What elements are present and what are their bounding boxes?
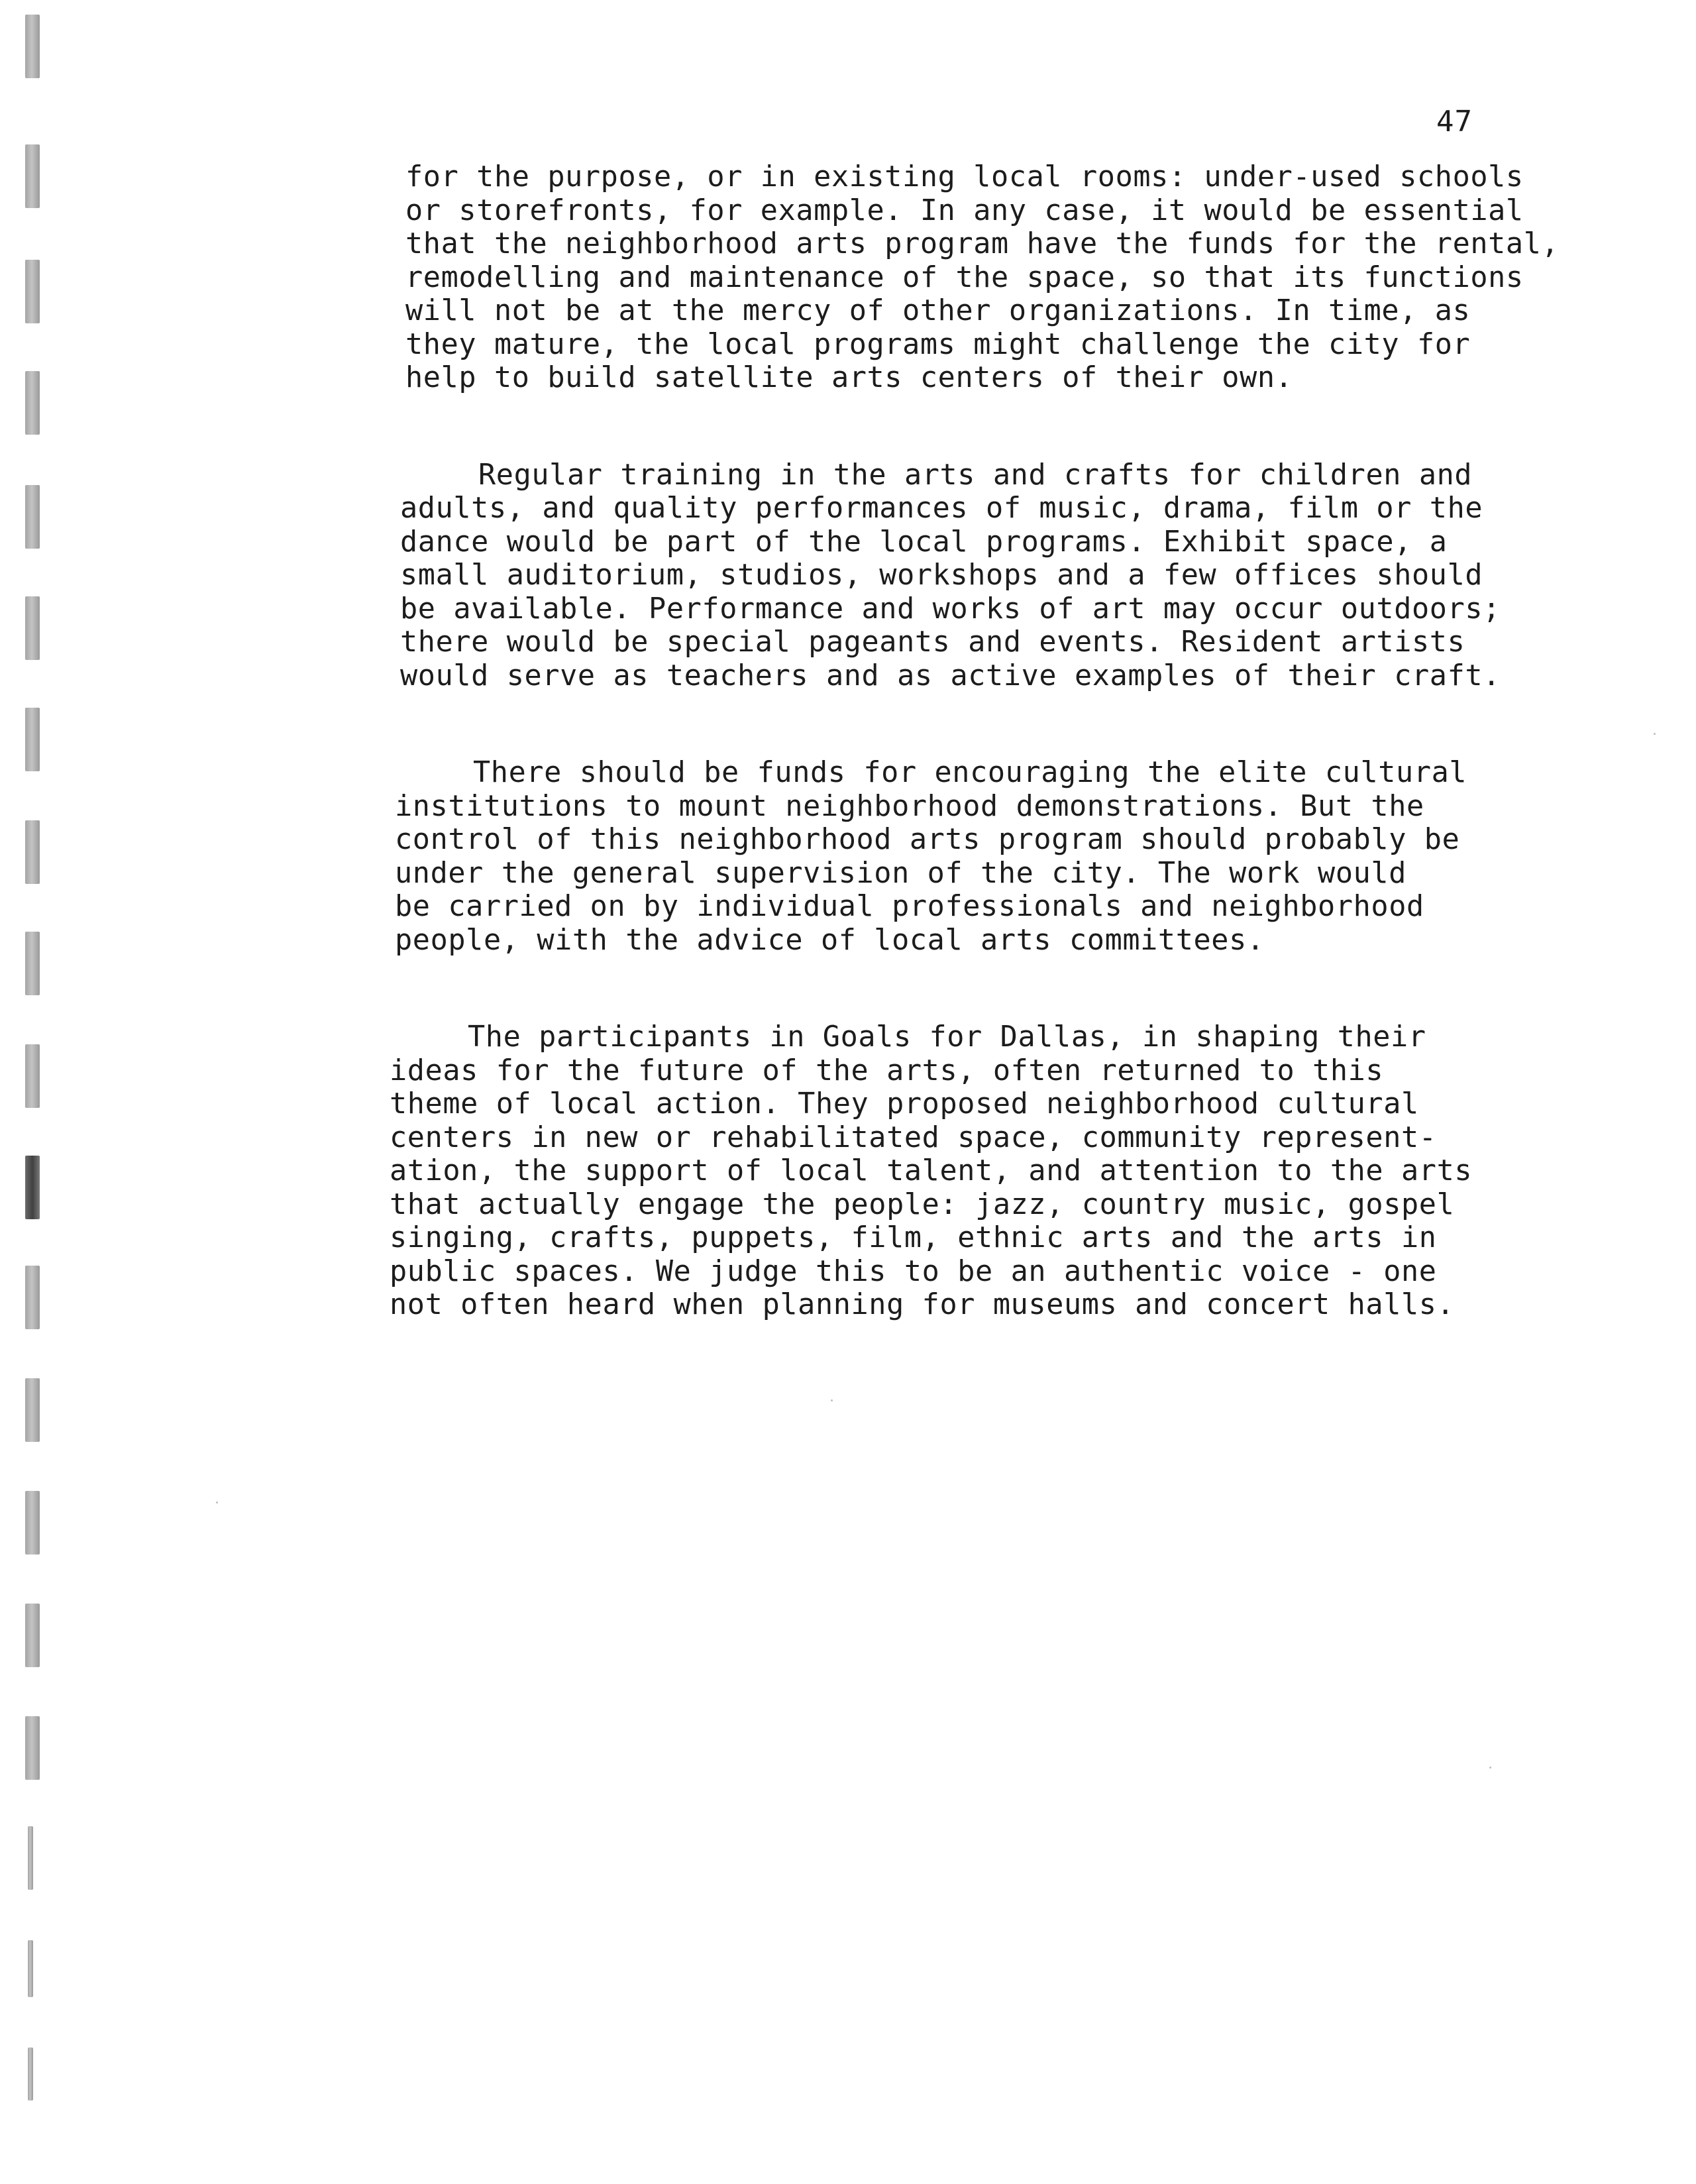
text-line: ation, the support of local talent, and attention to the arts (390, 1154, 1473, 1187)
text-line: adults, and quality performances of music, drama, film or the (400, 492, 1483, 525)
text-line: that actually engage the people: jazz, country music, gospel (390, 1187, 1455, 1221)
paragraph (405, 160, 1560, 395)
binding-hole (25, 1378, 40, 1442)
page-number: 47 (1436, 105, 1473, 138)
text-line: be carried on by individual professionals and neighborhood (395, 890, 1424, 923)
text-line: ideas for the future of the arts, often returned to this (390, 1054, 1384, 1087)
text-line: remodelling and maintenance of the space, so that its functions (405, 260, 1524, 294)
text-line: under the general supervision of the city. The work would (395, 856, 1406, 890)
text-line: be available. Performance and works of art may occur outdoors; (400, 592, 1501, 626)
binding-hole (25, 1156, 40, 1219)
paragraph (395, 756, 1545, 957)
text-line: or storefronts, for example. In any case, it would be essential (405, 193, 1524, 227)
binding-hole (25, 1044, 40, 1108)
text-line: There should be funds for encouraging the elite cultural (473, 756, 1467, 789)
text-line: there would be special pageants and events. Resident artists (400, 626, 1465, 659)
text-line: will not be at the mercy of other organizations. In time, as (405, 294, 1471, 327)
text-line: The participants in Goals for Dallas, in shaping their (468, 1020, 1426, 1054)
text-line: would serve as teachers and as active examples of their craft. (400, 659, 1501, 692)
binding-hole (28, 1826, 33, 1890)
text-line: for the purpose, or in existing local rooms: under-used schools (405, 160, 1524, 193)
binding-hole (25, 485, 40, 549)
binding-hole (25, 1716, 40, 1780)
paper-speck (1489, 1767, 1491, 1769)
binding-hole (25, 1491, 40, 1555)
text-line: centers in new or rehabilitated space, community represent- (390, 1120, 1437, 1154)
text-line: people, with the advice of local arts committees. (395, 923, 1265, 957)
binding-hole (28, 2048, 33, 2101)
binding-hole (25, 1266, 40, 1329)
paper-speck (1654, 733, 1656, 735)
text-line: small auditorium, studios, workshops and a few offices should (400, 559, 1483, 592)
text-line: help to build satellite arts centers of their own. (405, 361, 1293, 394)
binding-hole (25, 15, 40, 78)
text-line: Regular training in the arts and crafts for children and (478, 458, 1473, 492)
paragraph (400, 459, 1545, 693)
binding-hole (28, 1940, 33, 1997)
text-line: public spaces. We judge this to be an authentic voice - one (390, 1254, 1437, 1288)
binding-hole (25, 371, 40, 435)
binding-hole (25, 1604, 40, 1667)
binding-hole (25, 932, 40, 995)
binding-hole (25, 260, 40, 323)
text-line: theme of local action. They proposed neighborhood cultural (390, 1087, 1419, 1120)
text-line: they mature, the local programs might challenge the city for (405, 327, 1471, 361)
binding-holes (0, 0, 80, 2184)
text-line: that the neighborhood arts program have the funds for the rental, (405, 227, 1560, 260)
binding-hole (25, 820, 40, 884)
text-line: not often heard when planning for museums and concert halls. (390, 1288, 1455, 1321)
body-text (390, 160, 1560, 1386)
text-line: institutions to mount neighborhood demonstrations. But the (395, 789, 1424, 823)
text-line: control of this neighborhood arts program should probably be (395, 823, 1460, 856)
binding-hole (25, 708, 40, 771)
text-line: dance would be part of the local programs. Exhibit space, a (400, 525, 1448, 559)
paper-speck (216, 1502, 218, 1503)
paragraph (390, 1020, 1545, 1322)
binding-hole (25, 144, 40, 208)
binding-hole (25, 596, 40, 660)
text-line: singing, crafts, puppets, film, ethnic arts and the arts in (390, 1221, 1437, 1254)
paper-speck (831, 1399, 833, 1401)
